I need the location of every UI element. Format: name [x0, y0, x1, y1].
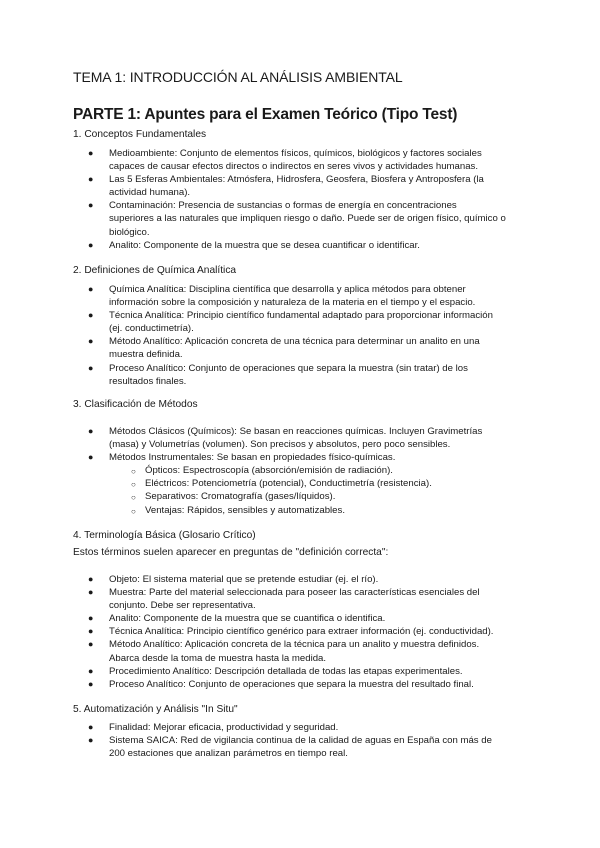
document-title: TEMA 1: INTRODUCCIÓN AL ANÁLISIS AMBIENTAL: [73, 69, 403, 85]
bullet-icon: ●: [88, 174, 94, 185]
circle-bullet-icon: ○: [131, 493, 136, 503]
section-heading: 1. Conceptos Fundamentales: [73, 129, 207, 140]
bullet-icon: ●: [88, 310, 94, 321]
list-item: ● Las 5 Esferas Ambientales: Atmósfera, Hidrosfera, Geosfera, Biosfera y Antroposfera (la actividad humana).: [88, 174, 484, 199]
list-item: ● Método Analítico: Aplicación concreta de una técnica para determinar un analito en una muestra definida.: [88, 336, 480, 361]
bullet-icon: ●: [88, 613, 94, 624]
section-list: [73, 573, 533, 691]
list-item: ● Contaminación: Presencia de sustancias o formas de energía en concentraciones superiores a las naturales que impliquen riesgo o daño. Puede ser de origen físico, químico o biológico.: [88, 200, 506, 238]
bullet-icon: ●: [88, 665, 94, 676]
bullet-icon: ●: [88, 452, 94, 463]
list-item: ● Finalidad: Mejorar eficacia, productividad y seguridad.: [88, 722, 339, 733]
list-item: ● Procedimiento Analítico: Descripción detallada de todas las etapas experimentales.: [88, 665, 463, 677]
sub-list-item: ○ Ventajas: Rápidos, sensibles y automatizables.: [109, 504, 533, 517]
sub-list: [109, 464, 533, 516]
circle-bullet-icon: ○: [131, 506, 136, 516]
sub-list-item: ○ Separativos: Cromatografía (gases/líquidos).: [109, 490, 533, 503]
section-list: [73, 283, 533, 388]
part-title: PARTE 1: Apuntes para el Examen Teórico (Tipo Test): [73, 106, 458, 123]
list-item: ● Proceso Analítico: Conjunto de operaciones que separa la muestra (sin tratar) de los resultados finales.: [88, 362, 468, 387]
bullet-icon: ●: [88, 626, 94, 637]
bullet-icon: ●: [88, 574, 94, 584]
list-item: ● Objeto: El sistema material que se pretende estudiar (ej. el río).: [88, 574, 379, 585]
list-item: ● Técnica Analítica: Principio científico fundamental adaptado para proporcionar información (ej. conductimetría).: [88, 310, 493, 335]
section-heading: 5. Automatización y Análisis "In Situ": [73, 704, 238, 715]
list-item: ● Métodos Clásicos (Químicos): Se basan en reacciones químicas. Incluyen Gravimetrías (masa) y Volumetrías (volumen). Son precisos y absolutos, pero poco sensibles.: [88, 426, 483, 451]
list-item: ● Sistema SAICA: Red de vigilancia continua de la calidad de aguas en España con más de 200 estaciones que analizan parámetros en tiempo real.: [88, 735, 492, 760]
list-item: ● Analito: Componente de la muestra que se cuantifica o identifica.: [88, 613, 386, 625]
section-list: [73, 425, 533, 517]
bullet-icon: ●: [88, 148, 94, 158]
section-intro: Estos términos suelen aparecer en preguntas de "definición correcta":: [73, 547, 389, 558]
bullet-icon: ●: [88, 284, 94, 294]
section-list: [73, 147, 533, 252]
list-item: ● Técnica Analítica: Principio científico genérico para extraer información (ej. conductividad).: [88, 626, 494, 638]
bullet-icon: ●: [88, 239, 94, 250]
bullet-icon: ●: [88, 639, 94, 650]
sub-list-item: ○ Eléctricos: Potenciometría (potencial), Conductimetría (resistencia).: [109, 477, 533, 490]
list-item: ● Química Analítica: Disciplina científica que desarrolla y aplica métodos para obtener información sobre la composición y naturaleza de la materia en el tiempo y el espacio.: [88, 284, 476, 309]
section-heading: 4. Terminología Básica (Glosario Crítico): [73, 530, 256, 541]
list-item: ● Medioambiente: Conjunto de elementos físicos, químicos, biológicos y factores sociales capaces de causar efectos directos o indirectos en seres vivos y actividades humanas.: [88, 148, 482, 173]
list-item: ● Proceso Analítico: Conjunto de operaciones que separa la muestra del resultado final.: [88, 678, 474, 690]
bullet-icon: ●: [88, 587, 94, 598]
list-item: ● Método Analítico: Aplicación concreta de la técnica para un analito y muestra definidos. Abarca desde la toma de muestra hasta la medida.: [88, 639, 480, 664]
circle-bullet-icon: ○: [131, 467, 136, 477]
bullet-icon: ●: [88, 426, 94, 436]
section-heading: 3. Clasificación de Métodos: [73, 399, 198, 410]
bullet-icon: ●: [88, 336, 94, 347]
bullet-icon: ●: [88, 200, 94, 211]
sub-list-item: ○ Ópticos: Espectroscopía (absorción/emisión de radiación).: [109, 464, 533, 477]
section-list: [73, 721, 533, 760]
circle-bullet-icon: ○: [131, 480, 136, 490]
section-heading: 2. Definiciones de Química Analítica: [73, 265, 237, 276]
list-item: ● Métodos Instrumentales: Se basan en propiedades físico-químicas. ○ Ópticos: Espectroscopía (absorción/emisión de radiación). ○ Eléctricos: Potenciometría (potencial), Conductimetría (resistencia). ○ Separativos: Cromatografía (gases/líquidos). ○ Ventajas: Rápidos, sensibles y automatizables.: [73, 451, 533, 516]
bullet-icon: ●: [88, 678, 94, 689]
bullet-icon: ●: [88, 722, 94, 732]
bullet-icon: ●: [88, 362, 94, 373]
list-item: ● Analito: Componente de la muestra que se desea cuantificar o identificar.: [88, 239, 420, 251]
list-item: ● Muestra: Parte del material seleccionada para poseer las características esenciales del conjunto. Debe ser representativa.: [88, 587, 480, 612]
bullet-icon: ●: [88, 735, 94, 746]
